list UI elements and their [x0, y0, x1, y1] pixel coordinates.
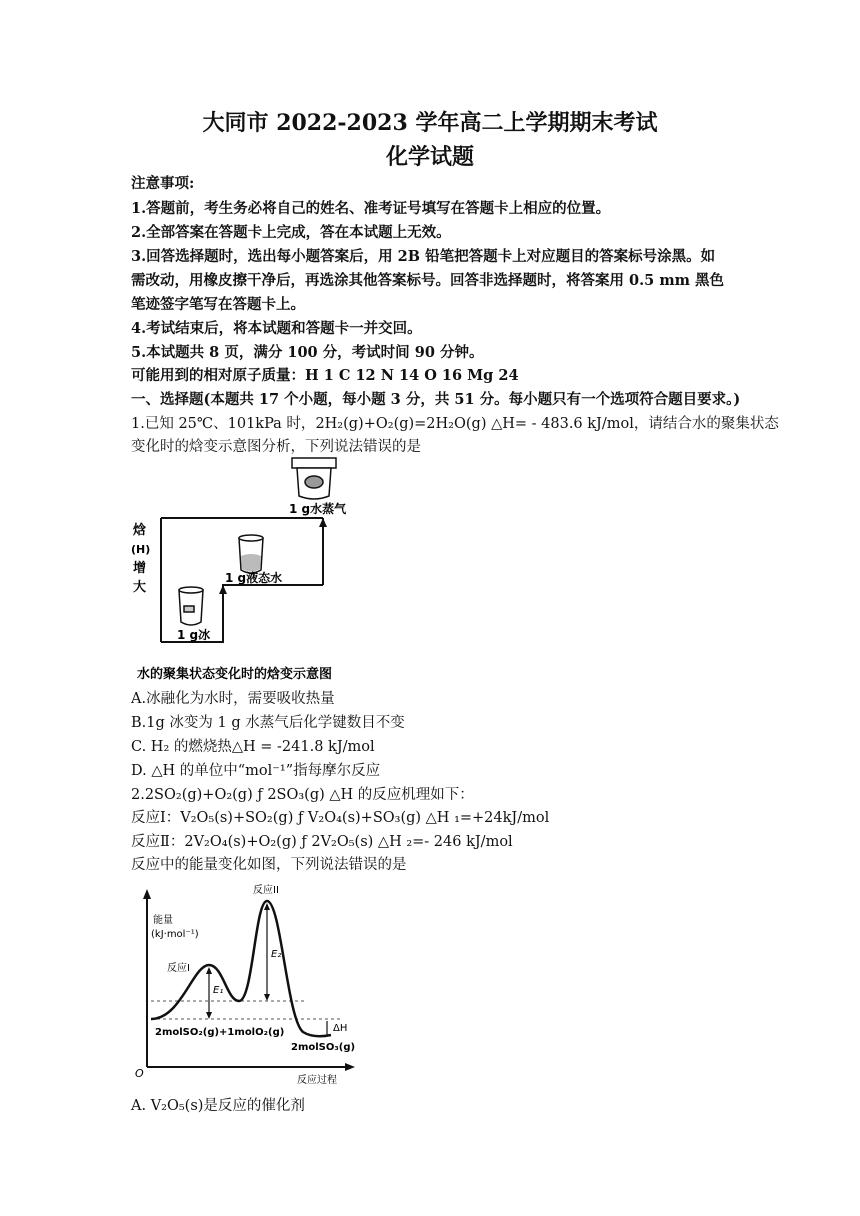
- notice-item: 3.回答选择题时，选出每小题答案后，用 2B 铅笔把答题卡上对应题目的答案标号涂黑。如: [131, 248, 716, 265]
- notice-heading: 注意事项:: [131, 175, 195, 192]
- q1-stem: [131, 412, 779, 433]
- q1-stem-a: 1.已知 25℃、101kPa 时，: [131, 416, 316, 432]
- notice-item: 1.答题前，考生务必将自己的姓名、准考证号填写在答题卡上相应的位置。: [131, 200, 611, 217]
- steam-label: 1 g水蒸气: [289, 502, 347, 516]
- ice-label: 1 g冰: [177, 628, 211, 642]
- water-label: 1 g液态水: [225, 571, 283, 585]
- q2-stem: 2.2SO₂(g)+O₂(g) ƒ 2SO₃(g) △H 的反应机理如下：: [131, 787, 474, 803]
- products-label: 2molSO₃(g): [291, 1042, 356, 1053]
- dh-label: ΔH: [333, 1023, 348, 1034]
- y-label: 能量: [153, 915, 173, 926]
- q1-option-c: C. H₂ 的燃烧热△H = -241.8 kJ/mol: [131, 739, 375, 755]
- exam-title: 大同市 2022-2023 学年高二上学期期末考试: [202, 110, 658, 136]
- q1-stem-b: ，请结合水的聚集状态: [633, 416, 779, 432]
- q1-option-b: B.1g 冰变为 1 g 水蒸气后化学键数目不变: [131, 715, 405, 731]
- q2-reaction-2: 反应Ⅱ：2V₂O₄(s)+O₂(g) ƒ 2V₂O₅(s) △H ₂=- 246 kJ/mol: [131, 834, 513, 850]
- e2-label: E₂: [271, 949, 282, 960]
- origin-label: O: [135, 1067, 144, 1080]
- step-arrow: [219, 585, 227, 594]
- q2-option-a: A. V₂O₅(s)是反应的催化剂: [131, 1098, 305, 1114]
- y-label-char: (H): [131, 543, 151, 556]
- reactants-label: 2molSO₂(g)+1molO₂(g): [155, 1027, 285, 1038]
- reaction2-label: 反应II: [253, 885, 279, 896]
- notice-item: 5.本试题共 8 页，满分 100 分，考试时间 90 分钟。: [131, 344, 484, 361]
- q2-reaction-1: 反应Ⅰ：V₂O₅(s)+SO₂(g) ƒ V₂O₄(s)+SO₃(g) △H ₁=+24kJ/mol: [131, 810, 550, 826]
- atomic-masses: 可能用到的相对原子质量：H 1 C 12 N 14 O 16 Mg 24: [131, 367, 519, 384]
- notice-item: 需改动，用橡皮擦干净后，再选涂其他答案标号。回答非选择题时，将答案用 0.5 mm 黑色: [131, 272, 725, 289]
- y-label-char: 增: [133, 561, 147, 576]
- x-label: 反应过程: [297, 1075, 337, 1086]
- reaction1-label: 反应I: [167, 963, 190, 974]
- exam-subtitle: 化学试题: [385, 144, 474, 170]
- section-heading: 一、选择题(本题共 17 个小题，每小题 3 分，共 51 分。每小题只有一个选项符合题目要求。): [131, 391, 741, 408]
- y-label-char: 焓: [133, 523, 147, 538]
- notice-item: 笔迹签字笔写在答题卡上。: [131, 296, 305, 313]
- energy-profile-diagram: [131, 877, 361, 1087]
- enthalpy-diagram: [131, 456, 391, 684]
- step-arrow: [319, 518, 327, 527]
- q1-option-a: A.冰融化为水时，需要吸收热量: [131, 691, 335, 707]
- q1-option-d: D. △H 的单位中“mol⁻¹”指每摩尔反应: [131, 763, 381, 779]
- notice-item: 2.全部答案在答题卡上完成，答在本试题上无效。: [131, 224, 451, 241]
- e1-label: E₁: [213, 985, 224, 996]
- q1-stem-line2: 变化时的焓变示意图分析，下列说法错误的是: [131, 439, 421, 455]
- q1-equation: 2H₂(g)+O₂(g)=2H₂O(g) △H= - 483.6 kJ/mol: [315, 416, 634, 432]
- y-label-unit: (kJ·mol⁻¹): [151, 929, 199, 940]
- y-label-char: 大: [133, 580, 147, 595]
- q2-stem-line2: 反应中的能量变化如图，下列说法错误的是: [131, 857, 407, 873]
- notice-item: 4.考试结束后，将本试题和答题卡一并交回。: [131, 320, 422, 337]
- figure-caption: 水的聚集状态变化时的焓变示意图: [137, 667, 333, 682]
- lid-icon: [292, 458, 336, 468]
